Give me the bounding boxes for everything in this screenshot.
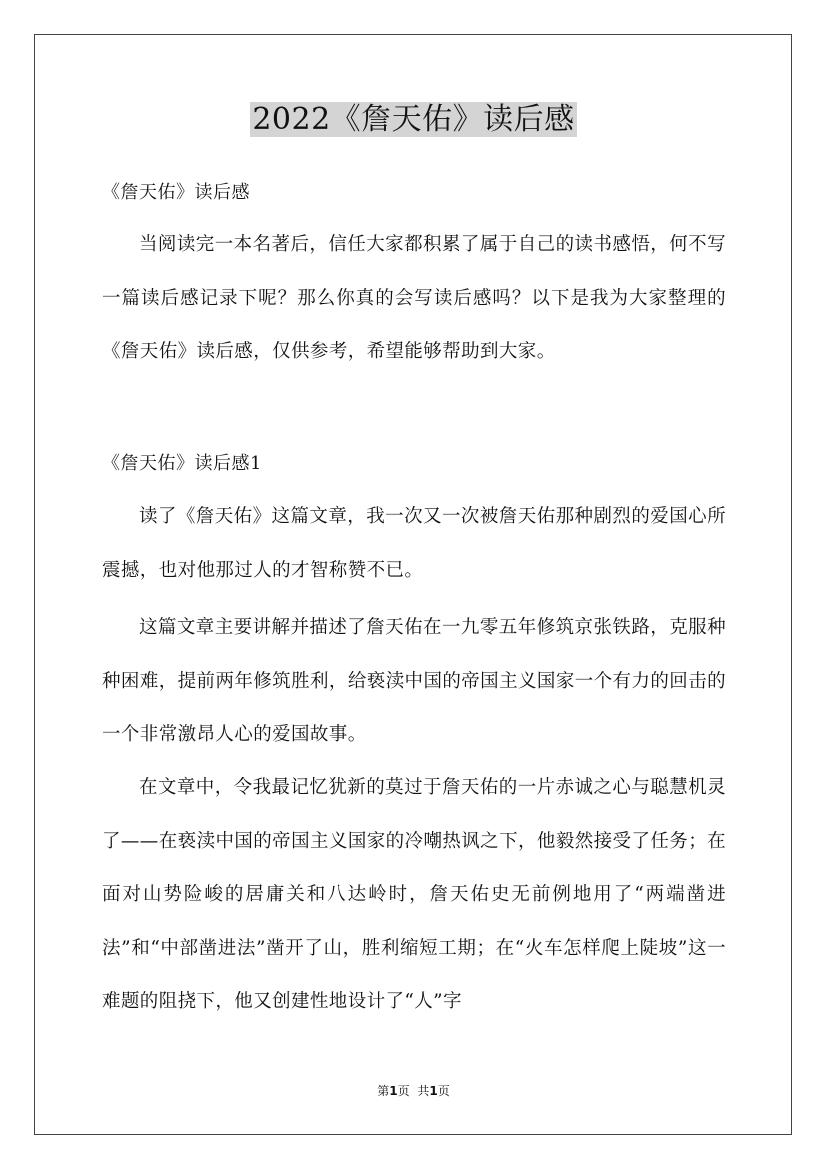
intro-heading: 《詹天佑》读后感 [102,182,250,203]
footer-total-number: 1 [429,1084,438,1098]
section1-paragraph-2: 这篇文章主要讲解并描述了詹天佑在一九零五年修筑京张铁路，克服种种困难，提前两年修筑胜利，给亵渎中国的帝国主义国家一个有力的回击的一个非常激昂人心的爱国故事。 [102,617,726,745]
section1-paragraph-1: 读了《詹天佑》这篇文章，我一次又一次被詹天佑那种剧烈的爱国心所震撼，也对他那过人的才智称赞不已。 [102,506,726,581]
footer-total-suffix: 页 [437,1084,450,1098]
document-title: 2022《詹天佑》读后感 [252,102,575,137]
footer-page-suffix: 页 [397,1084,410,1098]
section1-paragraph-3: 在文章中，令我最记忆犹新的莫过于詹天佑的一片赤诚之心与聪慧机灵了——在亵渎中国的帝国主义国家的冷嘲热讽之下，他毅然接受了任务；在面对山势险峻的居庸关和八达岭时，詹天佑史无前例地用了“两端凿进法”和“中部凿进法”凿开了山，胜利缩短工期；在“火车怎样爬上陡坡”这一难题的阻挠下，他又创建性地设计了“人”字 [102,777,726,1012]
section1-heading: 《詹天佑》读后感1 [102,453,262,474]
footer-total-prefix: 共 [417,1084,430,1098]
intro-paragraph: 当阅读完一本名著后，信任大家都积累了属于自己的读书感悟，何不写一篇读后感记录下呢？那么你真的会写读后感吗？以下是我为大家整理的《詹天佑》读后感，仅供参考，希望能够帮助到大家。 [102,234,726,362]
footer-page-prefix: 第 [377,1084,390,1098]
document-title-block [0,98,827,142]
footer-page-number: 1 [389,1084,398,1098]
page-footer [0,1082,827,1100]
